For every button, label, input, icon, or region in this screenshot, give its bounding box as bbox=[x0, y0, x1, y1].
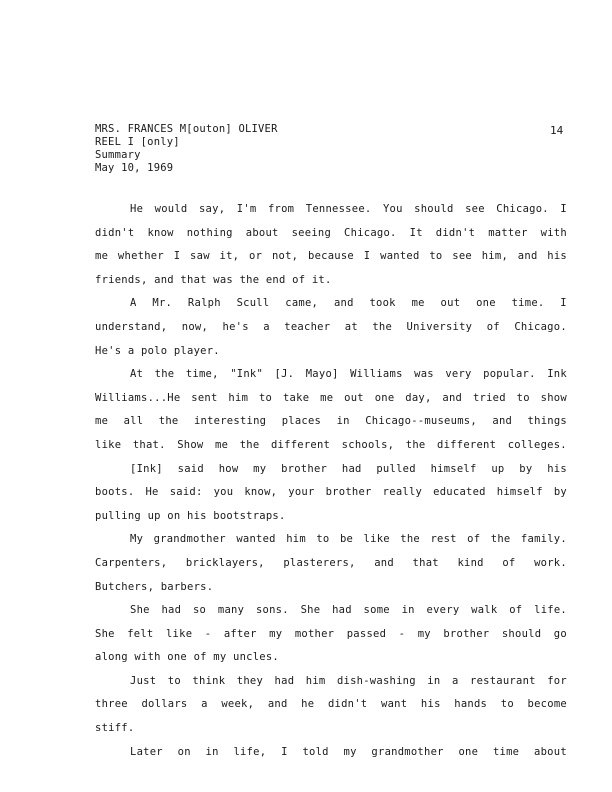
transcript-line: didn't know nothing about seeing Chicago. It didn't matter with bbox=[95, 226, 567, 239]
transcript-line: like that. Show me the different schools, the different colleges. bbox=[95, 438, 567, 451]
transcript-line: Later on in life, I told my grandmother one time about bbox=[130, 745, 567, 758]
reel-label: REEL I [only] bbox=[95, 136, 180, 148]
transcript-line: understand, now, he's a teacher at the University of Chicago. bbox=[95, 320, 567, 333]
transcript-line: Carpenters, bricklayers, plasterers, and that kind of work. bbox=[95, 556, 567, 569]
transcript-line: pulling up on his bootstraps. bbox=[95, 509, 286, 522]
transcript-line: friends, and that was the end of it. bbox=[95, 273, 332, 286]
interview-date: May 10, 1969 bbox=[95, 162, 174, 174]
transcript-line: Just to think they had him dish-washing in a restaurant for bbox=[130, 674, 567, 687]
transcript-line: My grandmother wanted him to be like the rest of the family. bbox=[130, 533, 567, 546]
page-number: 14 bbox=[550, 124, 564, 137]
document-header bbox=[95, 123, 278, 175]
transcript-line: me all the interesting places in Chicago--museums, and things bbox=[95, 415, 567, 428]
transcript-line: boots. He said: you know, your brother really educated himself by bbox=[95, 486, 567, 499]
transcript-line: along with one of my uncles. bbox=[95, 651, 280, 664]
transcript-line: She had so many sons. She had some in every walk of life. bbox=[130, 604, 567, 617]
transcript-line: three dollars a week, and he didn't want his hands to become bbox=[95, 698, 567, 711]
transcript-line: At the time, "Ink" [J. Mayo] Williams was very popular. Ink bbox=[130, 368, 567, 381]
transcript-line: Williams...He sent him to take me out one day, and tried to show bbox=[95, 391, 567, 404]
transcript-line: She felt like - after my mother passed - my brother should go bbox=[95, 627, 567, 640]
transcript-line: stiff. bbox=[95, 722, 135, 735]
transcript-line: He would say, I'm from Tennessee. You should see Chicago. I bbox=[130, 203, 567, 215]
transcript-line: He's a polo player. bbox=[95, 344, 220, 357]
document-type: Summary bbox=[95, 149, 141, 161]
transcript-body bbox=[95, 198, 567, 764]
transcript-line: me whether I saw it, or not, because I wanted to see him, and his bbox=[95, 250, 567, 263]
interviewee-name: MRS. FRANCES M[outon] OLIVER bbox=[95, 123, 278, 135]
transcript-line: A Mr. Ralph Scull came, and took me out one time. I bbox=[130, 297, 567, 310]
transcript-line: Butchers, barbers. bbox=[95, 580, 214, 593]
transcript-line: [Ink] said how my brother had pulled himself up by his bbox=[130, 462, 567, 475]
